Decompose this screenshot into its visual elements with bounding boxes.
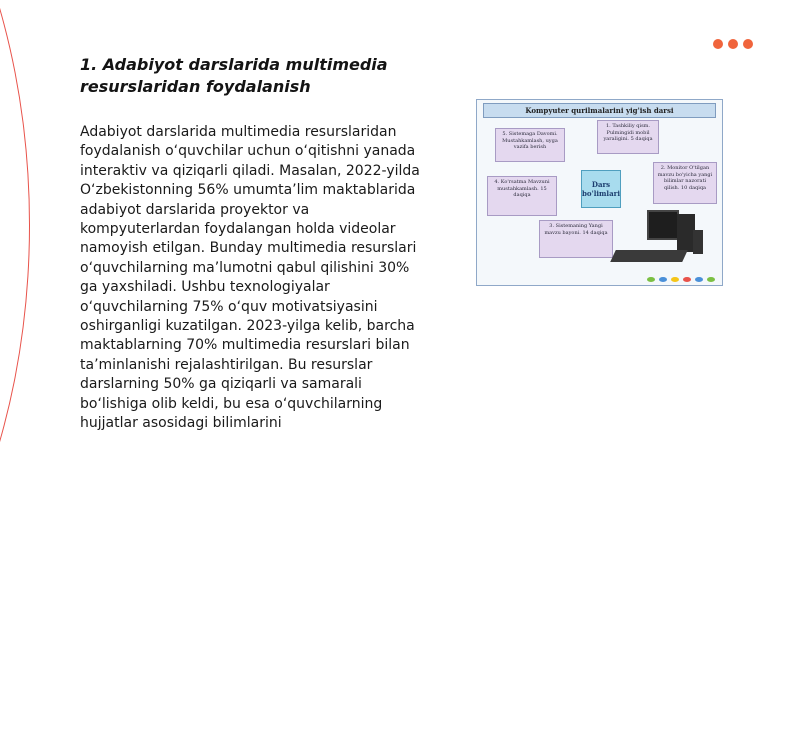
nav-dot [659,277,667,282]
speaker-icon [693,230,703,254]
nav-dot [707,277,715,282]
slide-center-box: Dars bo'limlari [581,170,621,208]
slide-nav-dots [647,277,715,282]
slide-box-5: 5. Sistemaga Davomi. Mustahkamlash, uyga vazifa berish [495,128,565,162]
slide-box-2: 2. Monitor O'tilgan mavzu bo'yicha yangi bilimlar nazorati qilish. 10 daqiqa [653,162,717,204]
slide-box-1: 1. Tashkiliy qism. Pulmingidi mobil yaraligini. 5 daqiqa [597,120,659,154]
nav-dot [647,277,655,282]
slide-title: Kompyuter qurilmalarini yig'ish darsi [483,103,716,118]
decorative-arc [0,0,30,750]
page-title: 1. Adabiyot darslarida multimedia resurslaridan foydalanish [80,55,388,96]
dot [728,39,738,49]
keyboard-icon [610,250,688,262]
decorative-dots [713,39,753,49]
dot [713,39,723,49]
dot [743,39,753,49]
slide-box-4: 4. Ko'rsatma Mavzuni mustahkamlash. 15 daqiqa [487,176,557,216]
nav-dot [695,277,703,282]
slide-box-3: 3. Sistemaning Yangi mavzu bayoni. 14 daqiqa [539,220,613,258]
computer-monitor-icon [647,210,679,240]
slide-image [476,99,723,286]
nav-dot [683,277,691,282]
body-paragraph: Adabiyot darslarida multimedia resurslaridan foydalanish o‘quvchilar uchun o‘qitishni yanada interaktiv va qiziqarli qiladi. Masalan, 2022-yilda O‘zbekistonning 56% umumta’lim maktablarida adabiyot darslarida proyektor va kompyuterlardan foydalangan holda videolar namoyish etilgan. Bunday multimedia resurslari o‘quvchilarning ma’lumotni qabul qilishini 30% ga yaxshiladi. Ushbu texnologiyalar o‘quvchilarning 75% o‘quv motivatsiyasini oshirganligi kuzatilgan. 2023-yilga kelib, barcha maktablarning 70% multimedia resurslari bilan ta’minlanishi rejalashtirilgan. Bu resurslar darslarning 50% ga qiziqarli va samarali bo‘lishiga olib keldi, bu esa o‘quvchilarning hujjatlar asosidagi bilimlarini [80,124,420,432]
nav-dot [671,277,679,282]
